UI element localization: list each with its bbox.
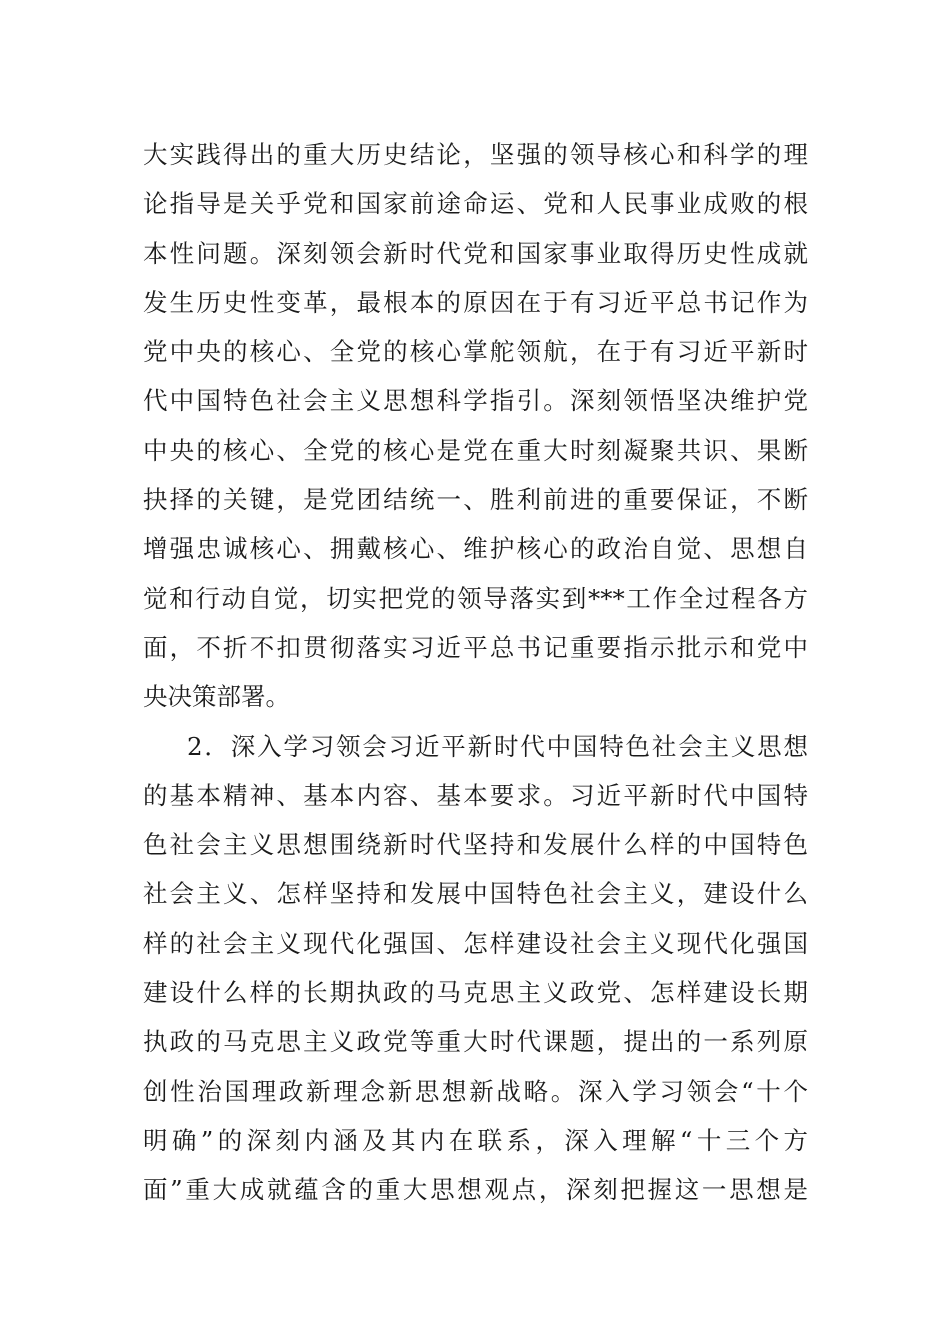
text-line: 面”重大成就蕴含的重大思想观点，深刻把握这一思想是 bbox=[143, 1175, 808, 1205]
paragraph-2 bbox=[143, 722, 808, 1215]
text-line: 样的社会主义现代化强国、怎样建设社会主义现代化强国 bbox=[143, 928, 808, 958]
text-line: 面，不折不扣贯彻落实习近平总书记重要指示批示和党中 bbox=[143, 632, 808, 662]
text-line: 抉择的关键，是党团结统一、胜利前进的重要保证，不断 bbox=[143, 485, 808, 515]
text-line: 创性治国理政新理念新思想新战略。深入学习领会“十个 bbox=[143, 1076, 808, 1106]
text-line: 央决策部署。 bbox=[143, 682, 290, 712]
text-line: 色社会主义思想围绕新时代坚持和发展什么样的中国特色 bbox=[143, 830, 808, 860]
text-line: 2．深入学习领会习近平新时代中国特色社会主义思想 bbox=[187, 731, 808, 761]
text-line: 本性问题。深刻领会新时代党和国家事业取得历史性成就 bbox=[143, 238, 808, 268]
text-line: 觉和行动自觉，切实把党的领导落实到***工作全过程各方 bbox=[143, 583, 808, 613]
text-line: 的基本精神、基本内容、基本要求。习近平新时代中国特 bbox=[143, 780, 808, 810]
text-line: 明确”的深刻内涵及其内在联系，深入理解“十三个方 bbox=[143, 1125, 808, 1155]
text-line: 中央的核心、全党的核心是党在重大时刻凝聚共识、果断 bbox=[143, 435, 808, 465]
paragraph-1 bbox=[143, 130, 808, 722]
body-text bbox=[143, 130, 808, 1215]
text-line: 执政的马克思主义政党等重大时代课题，提出的一系列原 bbox=[143, 1027, 808, 1057]
text-line: 发生历史性变革，最根本的原因在于有习近平总书记作为 bbox=[143, 287, 808, 317]
text-line: 代中国特色社会主义思想科学指引。深刻领悟坚决维护党 bbox=[143, 386, 808, 416]
text-line: 党中央的核心、全党的核心掌舵领航，在于有习近平新时 bbox=[143, 337, 808, 367]
text-line: 大实践得出的重大历史结论，坚强的领导核心和科学的理 bbox=[143, 140, 808, 169]
text-line: 增强忠诚核心、拥戴核心、维护核心的政治自觉、思想自 bbox=[143, 534, 808, 564]
text-line: 建设什么样的长期执政的马克思主义政党、怎样建设长期 bbox=[143, 978, 808, 1008]
text-line: 社会主义、怎样坚持和发展中国特色社会主义，建设什么 bbox=[143, 879, 808, 909]
text-line: 论指导是关乎党和国家前途命运、党和人民事业成败的根 bbox=[143, 189, 808, 219]
